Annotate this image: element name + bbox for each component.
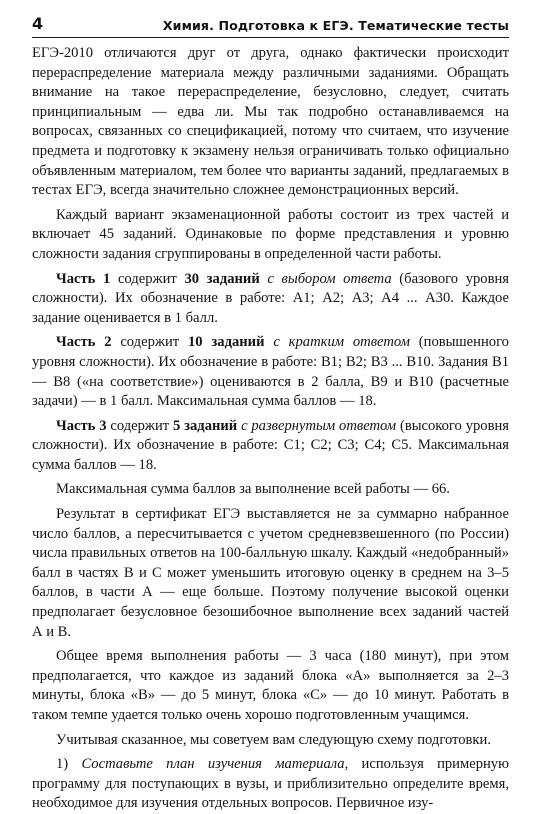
paragraph-part-1 — [32, 270, 509, 329]
part-label: Часть 2 — [56, 334, 112, 351]
paragraph-text: Общее время выполнения работы — 3 часа (180 минут), при этом предполагается, что каждое из заданий блока «А» выполняется за 2–3 минуты, блока «В» — до 5 минут, блока «С» — до 10 минут. Работать в таком темпе удается только очень хорошо подготовленным учащимся. — [32, 648, 509, 723]
step-lead: Составьте план изучения материала — [81, 756, 345, 773]
task-count: 5 заданий — [173, 417, 238, 434]
paragraph-intro-continuation — [32, 44, 509, 201]
paragraph-timing — [32, 647, 509, 725]
part-label: Часть 1 — [56, 270, 111, 287]
paragraph-text: Каждый вариант экзаменационной работы состоит из трех частей и включает 45 заданий. Одинаковые по форме представления и уровню сложности задания сгруппированы в определенной части работы. — [32, 206, 509, 262]
paragraph-text: Учитывая сказанное, мы советуем вам следующую схему подготовки. — [56, 731, 491, 748]
paragraph-text: (повышенного уровня сложности). Их обозначение в работе: В1; В2; В3 ... В10. Задания В1 — В8 («на соответствие») оцениваются в 2 балла, В9 и В10 (расчетные задачи) — в 1 балл. Максимальная сумма баллов — 18. — [32, 334, 509, 410]
running-title: Химия. Подготовка к ЕГЭ. Тематические тесты — [162, 18, 509, 33]
task-type: с выбором ответа — [267, 270, 392, 287]
paragraph-text: содержит — [106, 417, 174, 434]
page-header — [32, 14, 509, 38]
paragraph-text: ЕГЭ-2010 отличаются друг от друга, однако фактически происходит перераспределение материала между различными заданиями. Обращать внимание на такое перераспределение, безусловно, следует, считать принципиальным — едва ли. Мы так подробно останавливаемся на вопросах, связанных со спецификацией, потому что считаем, что изучение предмета и подготовку к экзамену нельзя ограничивать только официально объявленным материалом, тем более что варианты заданий, предлагаемых в тестах ЕГЭ, всегда значительно сложнее демонстрационных версий. — [32, 45, 509, 199]
paragraph-text: , используя примерную программу для поступающих в вузы, и приблизительно определите время, необходимое для изучения отдельных вопросов. Первичное изу- — [32, 756, 510, 812]
part-label: Часть 3 — [56, 417, 107, 434]
paragraph-step-1 — [32, 755, 509, 814]
paragraph-max-score — [32, 480, 509, 500]
paragraph-part-2 — [32, 333, 509, 411]
paragraph-structure — [32, 206, 509, 265]
page-body — [32, 44, 509, 814]
paragraph-text: Результат в сертификат ЕГЭ выставляется не за суммарно набранное число баллов, а пересчитывается с учетом средневзвешенного (по России) числа правильных ответов на 100-балльную шкалу. Каждый «недобранный» балл в частях В и С может уменьшить итоговую оценку в среднем на 3–5 баллов, в части А — еще больше. Поэтому получение высокой оценки предполагает безусловное безошибочное выполнение всех заданий частей А и В. — [32, 506, 509, 640]
task-type: с развернутым ответом — [241, 417, 397, 434]
task-type: с кратким ответом — [273, 334, 410, 351]
paragraph-text: Максимальная сумма баллов за выполнение всей работы — 66. — [56, 481, 450, 498]
paragraph-certificate — [32, 505, 509, 642]
task-count: 10 заданий — [188, 334, 265, 351]
task-count: 30 заданий — [184, 270, 260, 287]
page-number: 4 — [32, 14, 44, 33]
paragraph-advice — [32, 731, 509, 751]
paragraph-text: (базового уровня сложности). Их обозначение в работе: А1; А2; А3; А4 ... А30. Каждое задание оценивается в 1 балл. — [32, 270, 509, 326]
step-number: 1) — [56, 756, 69, 773]
paragraph-text: содержит — [110, 270, 185, 287]
paragraph-text: содержит — [111, 334, 188, 351]
paragraph-part-3 — [32, 417, 509, 476]
paragraph-text: (высокого уровня сложности). Их обозначение в работе: С1; С2; С3; С4; С5. Максимальная сумма баллов — 18. — [32, 417, 509, 473]
